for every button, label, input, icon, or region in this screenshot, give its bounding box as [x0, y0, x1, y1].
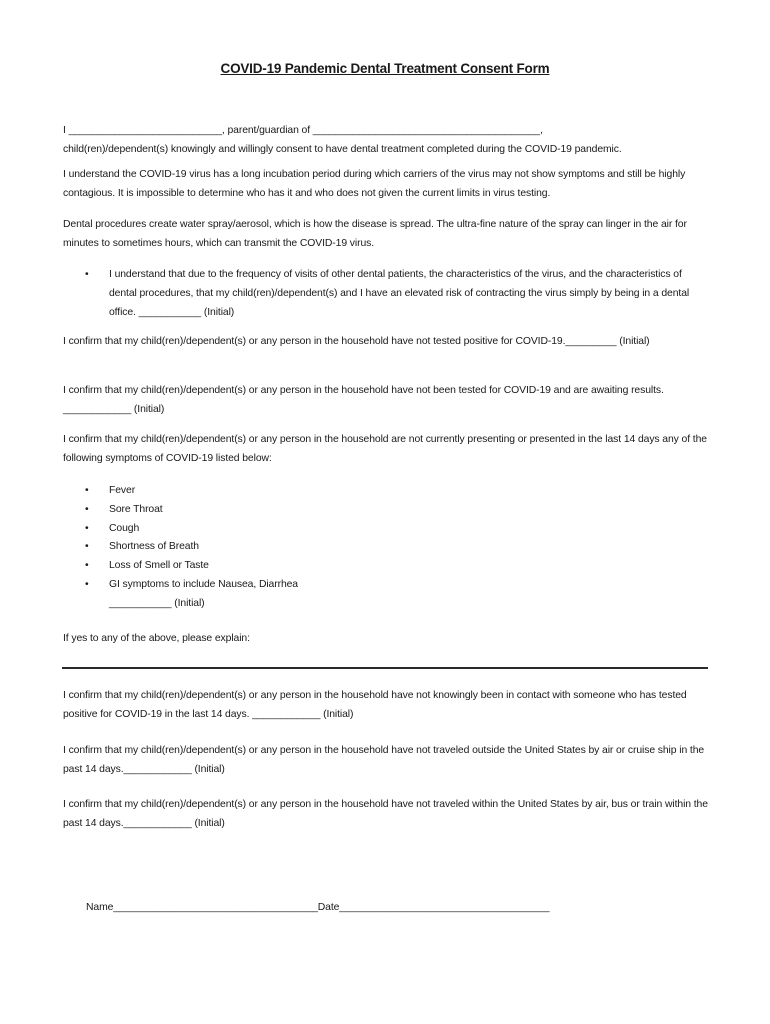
symptoms-list — [85, 482, 705, 614]
bullet-dot: • — [85, 541, 89, 553]
confirm-no-contact: I confirm that my child(ren)/dependent(s) or any person in the household have not knowingly been in contact with someone who has tested positive for COVID-19 in the last 14 days. ____________ (Initial) — [63, 690, 687, 720]
confirm-no-travel-within: I confirm that my child(ren)/dependent(s) or any person in the household have not traveled within the United States by air, bus or train within the past 14 days.____________ (Initial) — [63, 799, 708, 829]
bullet-dot: • — [85, 578, 89, 590]
bullet-dot: • — [85, 560, 89, 572]
symptom-label: Loss of Smell or Taste — [109, 560, 209, 572]
symptom-label: Fever — [109, 485, 136, 496]
symptom-item — [85, 538, 705, 557]
symptom-item — [85, 520, 705, 539]
confirm-not-awaiting: I confirm that my child(ren)/dependent(s) or any person in the household have not been tested for COVID-19 and are awaiting results. ____________ (Initial) — [63, 385, 664, 415]
risk-bullet-list — [85, 265, 705, 322]
aerosol-paragraph: Dental procedures create water spray/aerosol, which is how the disease is spread. The ultra-fine nature of the spray can linger in the air for minutes to sometimes hours, which can transmit the COVID-19 virus. — [63, 219, 687, 249]
intro-line-consent: child(ren)/dependent(s) knowingly and willingly consent to have dental treatment completed during the COVID-19 pandemic. — [63, 143, 622, 155]
incubation-paragraph: I understand the COVID-19 virus has a long incubation period during which carriers of the virus may not show symptoms and still be highly contagious. It is impossible to determine who has it and who does not given the current limits in virus testing. — [63, 169, 686, 199]
symptom-label: Sore Throat — [109, 503, 163, 515]
confirm-symptoms: I confirm that my child(ren)/dependent(s) or any person in the household are not currently presenting or presented in the last 14 days any of the following symptoms of COVID-19 listed below: — [63, 434, 707, 464]
symptom-item — [85, 557, 705, 576]
bullet-dot: • — [85, 503, 89, 515]
confirm-not-positive: I confirm that my child(ren)/dependent(s) or any person in the household have not tested positive for COVID-19._________ (Initial) — [63, 336, 650, 347]
explanation-line — [62, 667, 708, 669]
intro-paragraph — [63, 122, 713, 159]
intro-line-guardian: I ___________________________, parent/guardian of ________________________________________, — [63, 125, 543, 136]
risk-statement: I understand that due to the frequency of visits of other dental patients, the characteristics of the virus, and the characteristics of dental procedures, that my child(ren)/dependent(s) and I have an elevated risk of contracting the virus simply by being in a dental office. ___________ (Initial) — [109, 269, 690, 318]
symptom-item — [85, 576, 705, 614]
form-title: COVID-19 Pandemic Dental Treatment Consent Form — [220, 61, 550, 76]
bullet-dot: • — [85, 269, 89, 280]
symptom-label: GI symptoms to include Nausea, Diarrhea — [109, 578, 298, 590]
symptom-label: Cough — [109, 522, 140, 534]
symptom-item — [85, 501, 705, 520]
symptom-item — [85, 482, 705, 501]
explain-prompt: If yes to any of the above, please explain: — [63, 633, 250, 644]
symptoms-initial-field: ___________ (Initial) — [109, 597, 205, 609]
bullet-dot: • — [85, 522, 89, 534]
bullet-dot: • — [85, 485, 89, 496]
symptom-label: Shortness of Breath — [109, 541, 199, 553]
confirm-no-travel-outside: I confirm that my child(ren)/dependent(s) or any person in the household have not traveled outside the United States by air or cruise ship in the past 14 days.____________ (Initial) — [63, 745, 705, 775]
signature-line: Name____________________________________Date_____________________________________ — [86, 902, 550, 913]
risk-bullet-item — [85, 265, 705, 322]
